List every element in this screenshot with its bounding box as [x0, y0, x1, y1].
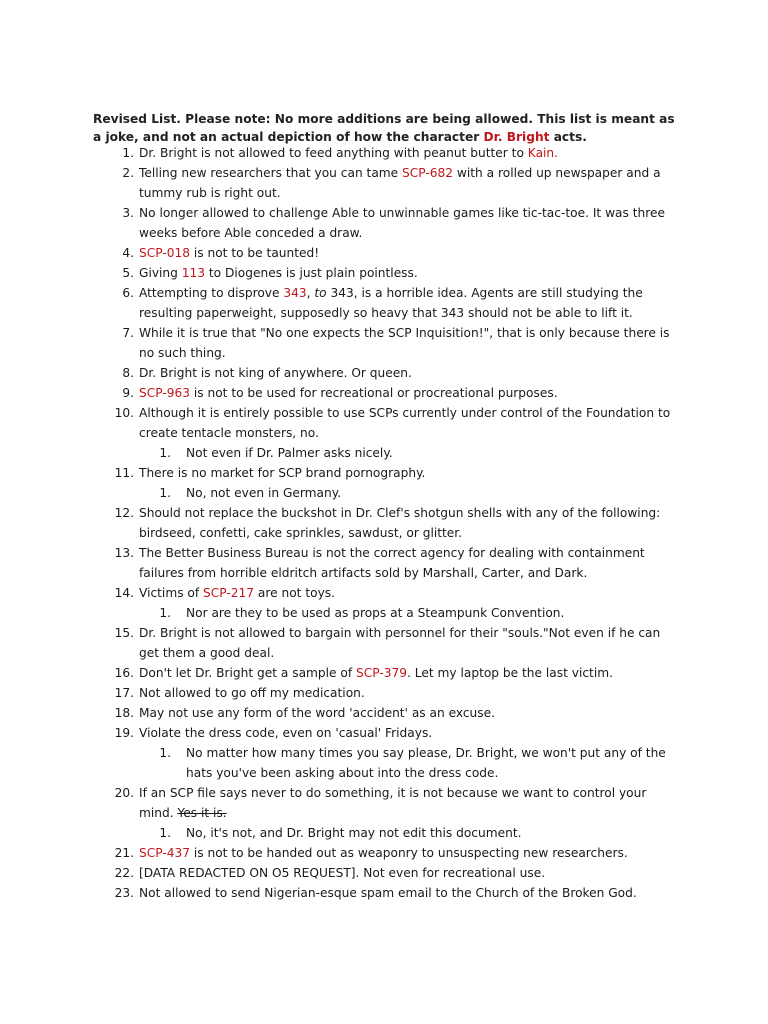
- item-text: with a rolled up newspaper and a tummy rub is right out.: [139, 166, 661, 200]
- item-number: 18.: [114, 706, 134, 720]
- list-item: [93, 363, 683, 383]
- item-number: 1.: [159, 746, 171, 760]
- item-number: 14.: [114, 586, 134, 600]
- item-text: Nor are they to be used as props at a Steampunk Convention.: [186, 606, 565, 620]
- item-text: Not allowed to send Nigerian-esque spam email to the Church of the Broken God.: [139, 886, 637, 900]
- item-text: Telling new researchers that you can tame: [139, 166, 403, 180]
- item-text: Giving: [139, 266, 182, 280]
- item-number: 7.: [122, 326, 134, 340]
- item-number: 8.: [122, 366, 134, 380]
- sub-list-item: [139, 743, 683, 783]
- item-text: are not toys.: [254, 586, 336, 600]
- item-text: Victims of: [139, 586, 204, 600]
- item-text: If an SCP file says never to do something, it is not because we want to control your mind.: [139, 786, 647, 820]
- item-text: [DATA REDACTED ON O5 REQUEST]. Not even for recreational use.: [139, 866, 546, 880]
- intro-text-end: acts.: [549, 130, 587, 145]
- item-text: 343, is a horrible idea. Agents are still studying the resulting paperweight, supposedly so heavy that 343 should not be able to lift it.: [139, 286, 643, 320]
- list-item: [93, 263, 683, 283]
- list-item: [93, 283, 683, 323]
- item-number: 5.: [122, 266, 134, 280]
- item-number: 12.: [114, 506, 134, 520]
- scp-link[interactable]: SCP-963: [139, 386, 190, 400]
- list-item: [93, 163, 683, 203]
- item-text: Dr. Bright is not king of anywhere. Or queen.: [139, 366, 412, 380]
- item-number: 1.: [159, 826, 171, 840]
- list-item: [93, 463, 683, 503]
- list-item: [93, 143, 683, 163]
- sub-list-item: [139, 443, 683, 463]
- list-item: [93, 783, 683, 843]
- sub-list: [139, 483, 683, 503]
- item-text: Attempting to disprove: [139, 286, 284, 300]
- list-item: [93, 623, 683, 663]
- scp-link[interactable]: SCP-018: [139, 246, 190, 260]
- item-number: 3.: [122, 206, 134, 220]
- item-text: is not to be handed out as weaponry to unsuspecting new researchers.: [190, 846, 628, 860]
- item-text: No longer allowed to challenge Able to unwinnable games like tic-tac-toe. It was three weeks before Able conceded a draw.: [139, 206, 665, 240]
- list-item: [93, 843, 683, 863]
- item-text: . Let my laptop be the last victim.: [407, 666, 613, 680]
- list-item: [93, 383, 683, 403]
- rules-list: [93, 143, 683, 903]
- item-text: Although it is entirely possible to use SCPs currently under control of the Foundation to create tentacle monsters, no.: [139, 406, 671, 440]
- item-text: No, not even in Germany.: [186, 486, 342, 500]
- item-number: 1.: [122, 146, 134, 160]
- item-number: 16.: [114, 666, 134, 680]
- item-text: Not allowed to go off my medication.: [139, 686, 365, 700]
- item-text: Don't let Dr. Bright get a sample of: [139, 666, 357, 680]
- item-text: The Better Business Bureau is not the correct agency for dealing with containment failures from horrible eldritch artifacts sold by Marshall, Carter, and Dark.: [139, 546, 645, 580]
- item-number: 1.: [159, 486, 171, 500]
- item-number: 21.: [114, 846, 134, 860]
- list-item: [93, 683, 683, 703]
- item-text: Should not replace the buckshot in Dr. Clef's shotgun shells with any of the following: birdseed, confetti, cake sprinkles, sawdust, or glitter.: [139, 506, 661, 540]
- item-text: is not to be used for recreational or procreational purposes.: [190, 386, 558, 400]
- scp-link[interactable]: SCP-379: [356, 666, 408, 680]
- list-item: [93, 503, 683, 543]
- item-text: Dr. Bright is not allowed to bargain with personnel for their "souls."Not even if he can get them a good deal.: [139, 626, 661, 660]
- list-item: [93, 243, 683, 263]
- item-number: 15.: [114, 626, 134, 640]
- item-text: ,: [306, 286, 315, 300]
- sub-list-item: [139, 483, 683, 503]
- item-number: 19.: [114, 726, 134, 740]
- scp-link[interactable]: Kain.: [527, 146, 559, 160]
- list-item: [93, 203, 683, 243]
- item-text: While it is true that "No one expects the SCP Inquisition!", that is only because there is no such thing.: [139, 326, 670, 360]
- item-number: 9.: [122, 386, 134, 400]
- item-number: 13.: [114, 546, 134, 560]
- list-item: [93, 723, 683, 783]
- list-item: [93, 863, 683, 883]
- scp-link[interactable]: 113: [181, 266, 206, 280]
- item-number: 17.: [114, 686, 134, 700]
- scp-link[interactable]: SCP-437: [139, 846, 190, 860]
- item-number: 11.: [114, 466, 134, 480]
- list-item: [93, 543, 683, 583]
- item-text: Violate the dress code, even on 'casual' Fridays.: [139, 726, 433, 740]
- item-number: 1.: [159, 606, 171, 620]
- sub-list: [139, 743, 683, 783]
- intro-text: Revised List. Please note: No more additions are being allowed. This list is meant as a joke, and not an actual depiction of how the character: [93, 112, 675, 145]
- item-text: There is no market for SCP brand pornography.: [139, 466, 426, 480]
- list-item: [93, 583, 683, 623]
- item-number: 6.: [122, 286, 134, 300]
- item-number: 22.: [114, 866, 134, 880]
- item-number: 20.: [114, 786, 134, 800]
- sub-list: [139, 603, 683, 623]
- item-number: 1.: [159, 446, 171, 460]
- sub-list-item: [139, 603, 683, 623]
- scp-link[interactable]: SCP-682: [402, 166, 454, 180]
- scp-link[interactable]: 343: [283, 286, 307, 300]
- item-text: No, it's not, and Dr. Bright may not edit this document.: [186, 826, 522, 840]
- dr-bright-link[interactable]: Dr. Bright: [483, 130, 550, 145]
- item-text: to: [314, 286, 327, 300]
- list-item: [93, 323, 683, 363]
- item-text: Not even if Dr. Palmer asks nicely.: [186, 446, 393, 460]
- scp-link[interactable]: SCP-217: [203, 586, 255, 600]
- item-number: 4.: [122, 246, 134, 260]
- list-item: [93, 663, 683, 683]
- sub-list: [139, 443, 683, 463]
- struck-text: Yes it is.: [177, 806, 227, 820]
- list-item: [93, 403, 683, 463]
- item-number: 2.: [122, 166, 134, 180]
- item-text: No matter how many times you say please, Dr. Bright, we won't put any of the hats you've been asking about into the dress code.: [186, 746, 666, 780]
- item-text: Dr. Bright is not allowed to feed anything with peanut butter to: [139, 146, 528, 160]
- item-number: 23.: [114, 886, 134, 900]
- item-text: is not to be taunted!: [190, 246, 320, 260]
- list-item: [93, 703, 683, 723]
- item-number: 10.: [114, 406, 134, 420]
- sub-list-item: [139, 823, 683, 843]
- sub-list: [139, 823, 683, 843]
- item-text: to Diogenes is just plain pointless.: [205, 266, 418, 280]
- item-text: May not use any form of the word 'accident' as an excuse.: [139, 706, 496, 720]
- intro-paragraph: [93, 110, 683, 146]
- list-item: [93, 883, 683, 903]
